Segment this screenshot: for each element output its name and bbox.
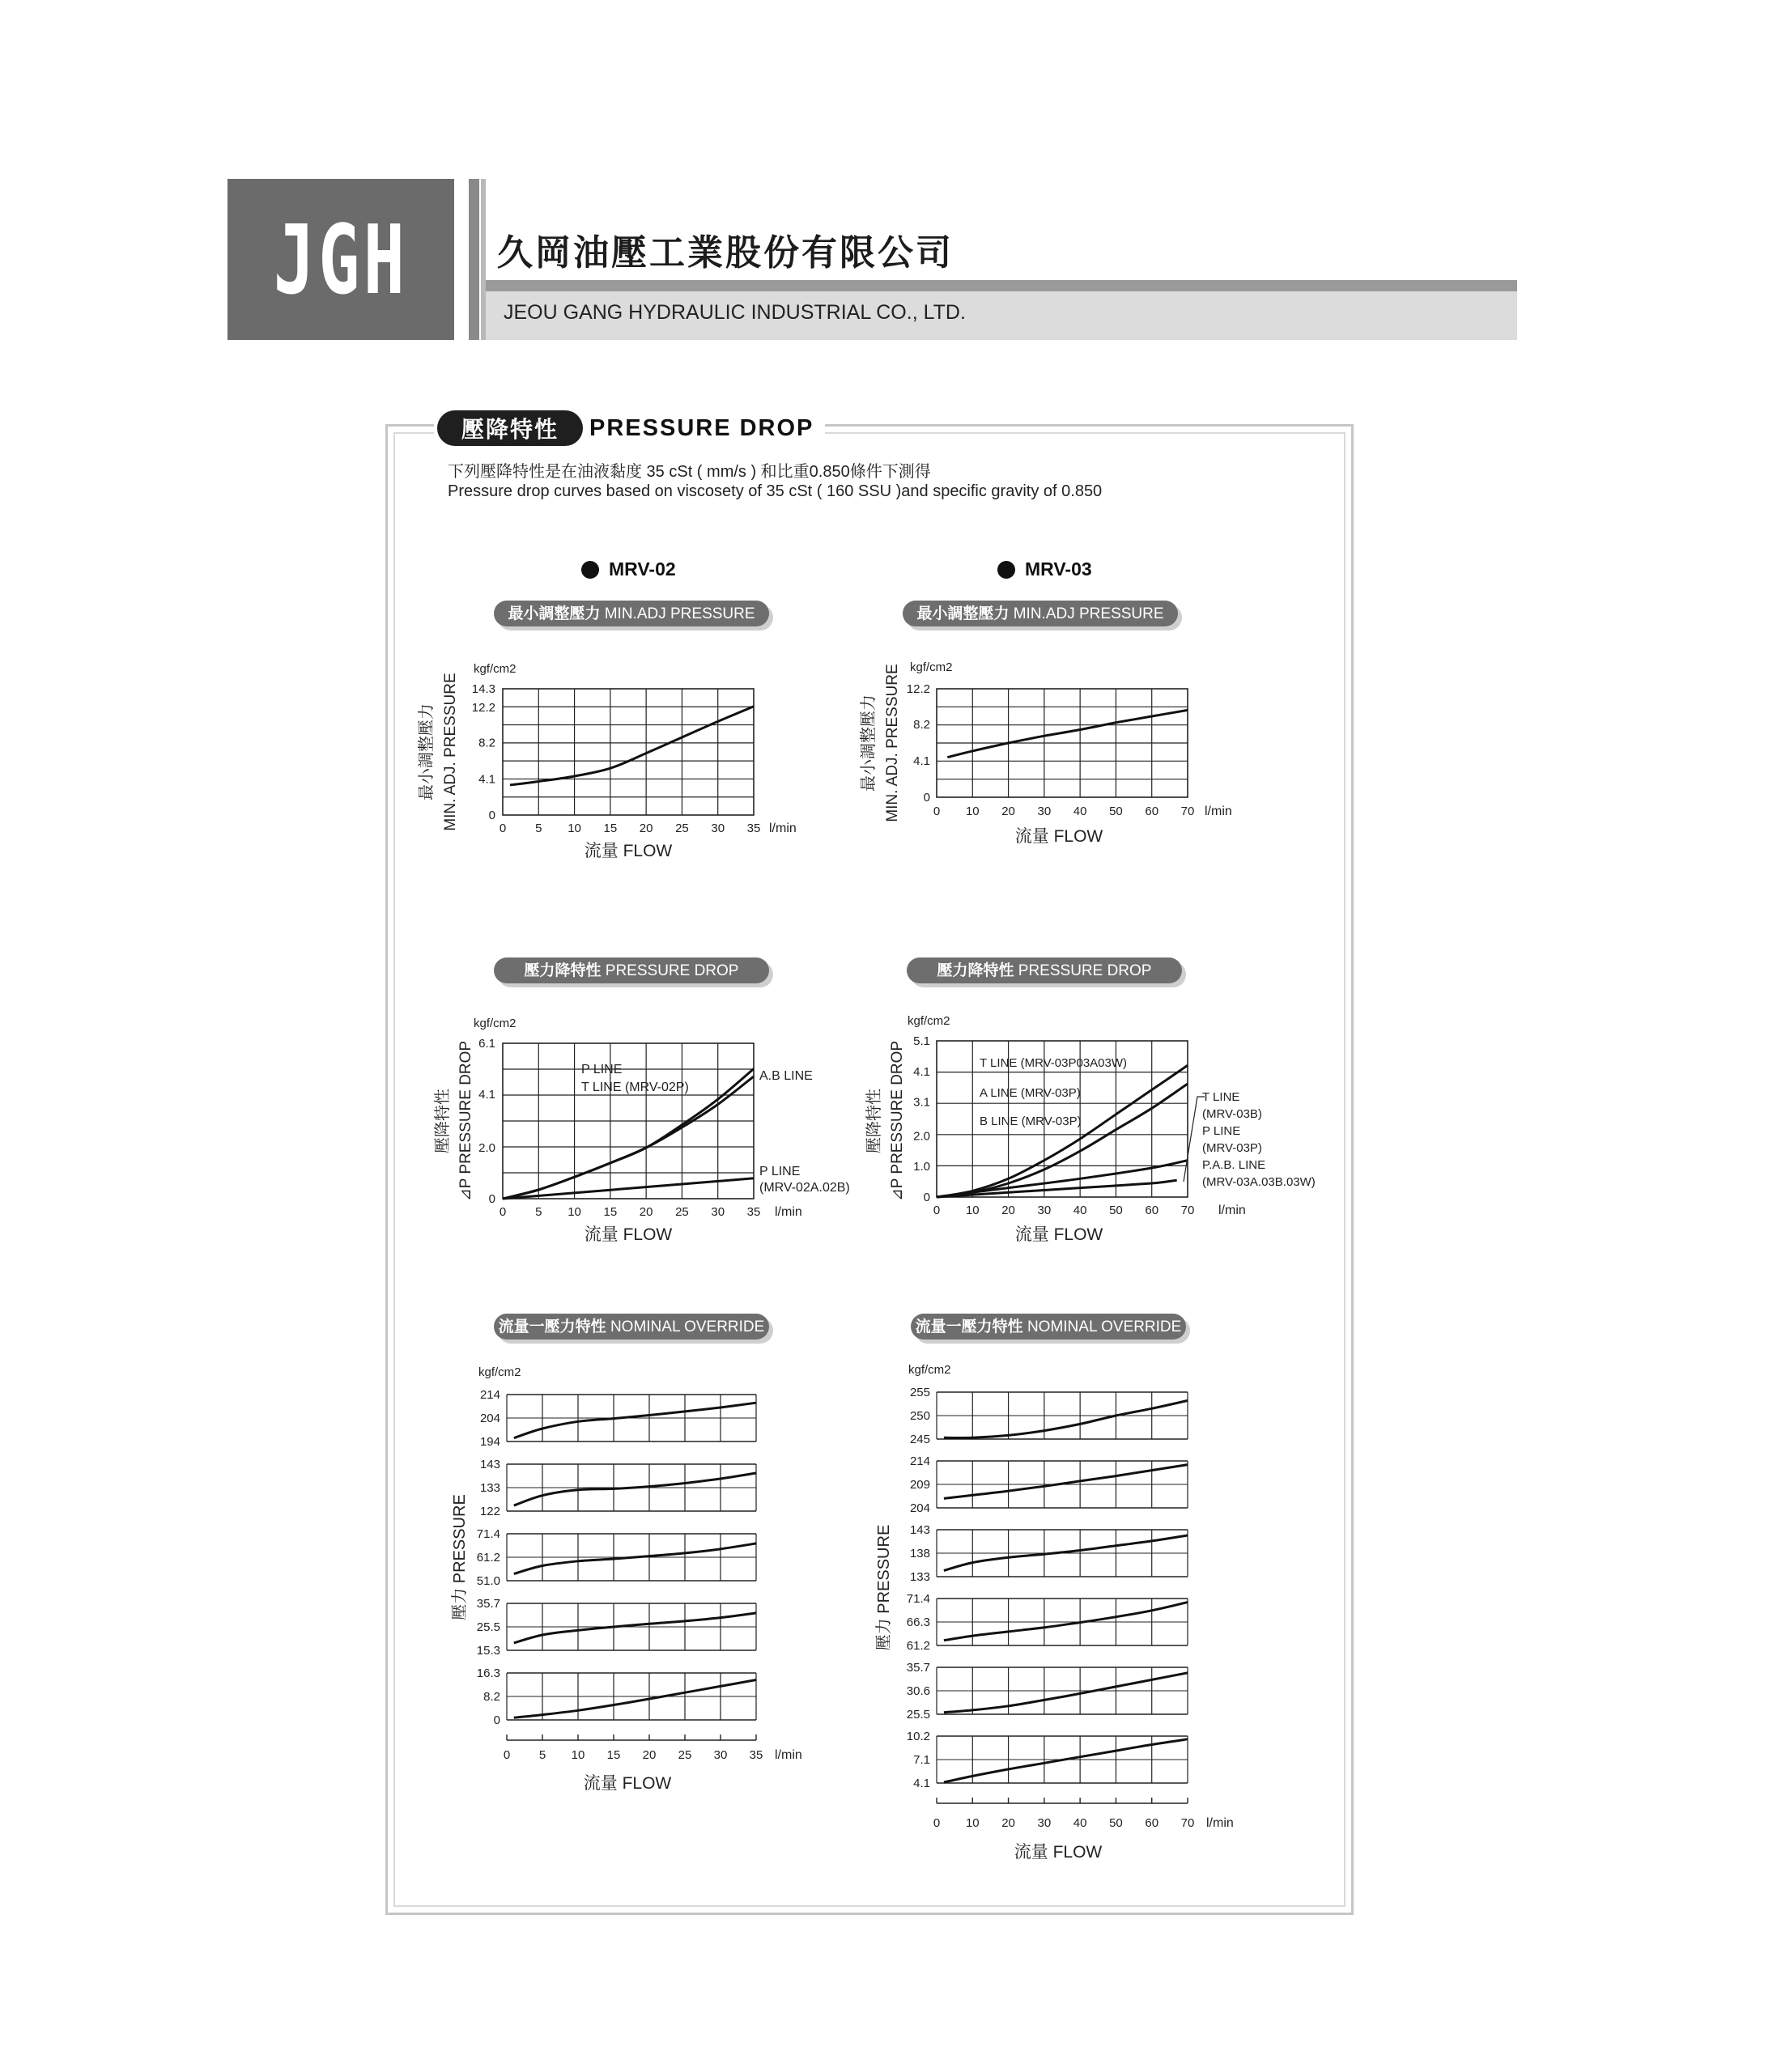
series-line	[944, 1739, 1188, 1782]
x-tick-label: 15	[603, 1205, 618, 1219]
line-label-p-model: (MRV-03P)	[1202, 1141, 1262, 1155]
y-tick-label: 14.3	[471, 682, 495, 696]
y-tick-label: 0	[923, 791, 930, 805]
y-tick-label: 0	[923, 1191, 930, 1204]
x-axis-title: 流量 FLOW	[1014, 1843, 1103, 1862]
section-title-en: PRESSURE DROP	[589, 414, 814, 441]
company-name-cn: 久岡油壓工業股份有限公司	[497, 232, 954, 274]
y-tick-label: 16.3	[476, 1667, 500, 1680]
banner-min-adj-03	[903, 601, 1182, 631]
y-tick-label: 143	[909, 1523, 930, 1537]
x-tick-label: 30	[1037, 1816, 1052, 1830]
line-label-p: P LINE	[581, 1063, 623, 1076]
y-unit-label: kgf/cm2	[474, 1017, 517, 1030]
y-tick-label: 8.2	[913, 717, 930, 732]
series-line	[514, 1613, 756, 1643]
banner-cn: 最小調整壓力	[508, 605, 605, 622]
series-line	[514, 1403, 756, 1438]
x-unit-label: l/min	[1218, 1204, 1246, 1217]
banner-text	[916, 604, 1163, 622]
y-tick-label: 15.3	[476, 1644, 500, 1658]
banner-text	[916, 1317, 1182, 1335]
x-tick-label: 0	[499, 822, 507, 835]
y-axis-title-cn: 壓降特性	[865, 1089, 883, 1153]
series-line	[937, 1065, 1188, 1197]
x-tick-label: 5	[538, 1748, 546, 1762]
banner-cn: 流量一壓力特性	[498, 1318, 610, 1335]
y-axis-title-en: MIN. ADJ. PRESSURE	[442, 673, 459, 831]
x-tick-label: 0	[499, 1205, 507, 1219]
y-tick-label: 7.1	[913, 1753, 930, 1767]
x-tick-label: 20	[1001, 1816, 1015, 1830]
line-label-b: B LINE (MRV-03P)	[980, 1115, 1082, 1128]
x-axis-title: 流量 FLOW	[1014, 1225, 1103, 1244]
banner-min-adj-02	[494, 601, 773, 631]
y-tick-label: 204	[909, 1501, 930, 1515]
x-tick-label: 10	[568, 822, 581, 835]
y-tick-label: 194	[479, 1435, 500, 1449]
y-tick-label: 4.1	[913, 1064, 930, 1079]
series-line	[514, 1543, 756, 1574]
x-unit-label: l/min	[1206, 1816, 1234, 1830]
y-tick-label: 0	[493, 1713, 500, 1727]
y-tick-label: 5.1	[913, 1034, 930, 1048]
y-tick-label: 133	[909, 1570, 930, 1584]
y-tick-label: 71.4	[906, 1592, 930, 1606]
line-label-p: P LINE	[1202, 1124, 1241, 1138]
banner-text	[499, 1317, 765, 1335]
y-tick-label: 133	[479, 1481, 500, 1495]
y-tick-label: 250	[909, 1409, 930, 1423]
y-tick-label: 10.2	[906, 1730, 930, 1743]
x-tick-label: 70	[1180, 1204, 1195, 1217]
y-tick-label: 71.4	[476, 1527, 500, 1541]
line-label-pab-model: (MRV-03A.03B.03W)	[1202, 1175, 1316, 1189]
y-tick-label: 4.1	[478, 1087, 495, 1102]
x-tick-label: 0	[933, 1816, 941, 1830]
y-axis-title: 壓力 PRESSURE	[875, 1524, 893, 1651]
line-label-p2-model: (MRV-02A.02B)	[759, 1181, 850, 1195]
line-label-pab: P.A.B. LINE	[1202, 1158, 1266, 1172]
series-line	[514, 1680, 756, 1718]
y-axis-title-en: MIN. ADJ. PRESSURE	[884, 664, 901, 822]
y-tick-label: 209	[909, 1478, 930, 1492]
y-tick-label: 214	[479, 1388, 500, 1402]
banner-text	[937, 961, 1152, 979]
y-unit-label: kgf/cm2	[474, 662, 517, 676]
x-tick-label: 35	[749, 1748, 763, 1762]
x-tick-label: 50	[1109, 805, 1123, 818]
y-tick-label: 1.0	[913, 1160, 930, 1174]
y-tick-label: 35.7	[906, 1661, 930, 1675]
x-tick-label: 70	[1180, 805, 1195, 818]
x-tick-label: 10	[965, 805, 980, 818]
x-tick-label: 15	[603, 822, 618, 835]
company-logo: JGH	[273, 203, 409, 316]
y-tick-label: 4.1	[478, 772, 495, 787]
x-tick-label: 50	[1109, 1816, 1123, 1830]
x-tick-label: 20	[639, 822, 653, 835]
x-tick-label: 25	[675, 1205, 689, 1219]
section-title-cn: 壓降特性	[437, 410, 583, 446]
y-tick-label: 204	[479, 1412, 500, 1425]
x-tick-label: 0	[933, 805, 941, 818]
y-unit-label: kgf/cm2	[908, 1363, 951, 1377]
line-label-t: T LINE (MRV-02P)	[581, 1081, 689, 1094]
banner-pressure-drop-03	[907, 957, 1186, 987]
banner-pressure-drop-02	[494, 957, 773, 987]
x-tick-label: 30	[1037, 1204, 1052, 1217]
y-tick-label: 8.2	[483, 1690, 500, 1704]
x-tick-label: 35	[746, 1205, 761, 1219]
y-tick-label: 0	[488, 809, 495, 822]
y-tick-label: 3.1	[913, 1095, 930, 1110]
y-tick-label: 2.0	[913, 1129, 930, 1144]
y-axis-title: 壓力 PRESSURE	[451, 1494, 469, 1620]
y-tick-label: 51.0	[476, 1574, 500, 1588]
banner-cn: 壓力降特性	[937, 962, 1018, 979]
y-tick-label: 35.7	[476, 1597, 500, 1611]
x-unit-label: l/min	[769, 822, 797, 835]
y-unit-label: kgf/cm2	[910, 660, 953, 674]
x-tick-label: 15	[606, 1748, 621, 1762]
y-axis-title-cn: 壓降特性	[434, 1089, 452, 1153]
x-tick-label: 60	[1145, 805, 1159, 818]
line-label-a: A LINE (MRV-03P)	[980, 1086, 1081, 1100]
series-line	[514, 1473, 756, 1505]
y-tick-label: 61.2	[476, 1551, 500, 1565]
model-name: MRV-03	[1025, 558, 1092, 580]
x-tick-label: 20	[639, 1205, 653, 1219]
x-tick-label: 35	[746, 822, 761, 835]
series-line	[510, 707, 754, 785]
y-tick-label: 25.5	[476, 1620, 500, 1634]
banner-cn: 壓力降特性	[524, 962, 606, 979]
y-tick-label: 143	[479, 1458, 500, 1471]
line-label-t: T LINE (MRV-03P03A03W)	[980, 1056, 1128, 1070]
x-tick-label: 40	[1073, 1816, 1087, 1830]
x-tick-label: 20	[1001, 805, 1015, 818]
y-tick-label: 61.2	[906, 1639, 930, 1653]
y-tick-label: 4.1	[913, 1777, 930, 1790]
line-label-t2: T LINE	[1202, 1090, 1240, 1104]
x-tick-label: 5	[535, 822, 542, 835]
line-label-t2-model: (MRV-03B)	[1202, 1107, 1262, 1121]
x-tick-label: 60	[1145, 1204, 1159, 1217]
banner-en: NOMINAL OVERRIDE	[1027, 1318, 1182, 1335]
x-tick-label: 70	[1180, 1816, 1195, 1830]
x-tick-label: 60	[1145, 1816, 1159, 1830]
x-tick-label: 30	[1037, 805, 1052, 818]
x-tick-label: 0	[503, 1748, 511, 1762]
x-unit-label: l/min	[775, 1205, 802, 1219]
x-axis-title: 流量 FLOW	[583, 1774, 672, 1793]
x-unit-label: l/min	[775, 1748, 802, 1762]
plot-frame	[503, 689, 754, 815]
x-axis-title: 流量 FLOW	[1014, 827, 1103, 846]
x-tick-label: 40	[1073, 805, 1087, 818]
x-tick-label: 10	[571, 1748, 585, 1762]
y-unit-label: kgf/cm2	[908, 1014, 950, 1028]
y-tick-label: 138	[909, 1547, 930, 1560]
y-tick-label: 255	[909, 1386, 930, 1399]
x-tick-label: 30	[711, 822, 725, 835]
series-line	[944, 1400, 1188, 1437]
x-tick-label: 50	[1109, 1204, 1123, 1217]
note-en: Pressure drop curves based on viscosety of 35 cSt ( 160 SSU )and specific gravity of 0.850	[448, 482, 1103, 500]
y-tick-label: 2.0	[478, 1141, 495, 1156]
y-tick-label: 12.2	[906, 682, 930, 696]
model-name: MRV-02	[609, 558, 676, 580]
x-tick-label: 10	[568, 1205, 581, 1219]
line-label-ab: A.B LINE	[759, 1069, 813, 1083]
y-tick-label: 0	[488, 1192, 495, 1206]
banner-en: MIN.ADJ PRESSURE	[1013, 605, 1164, 622]
y-tick-label: 4.1	[913, 754, 930, 768]
x-tick-label: 20	[642, 1748, 657, 1762]
banner-en: NOMINAL OVERRIDE	[610, 1318, 765, 1335]
banner-nominal-override	[494, 1314, 773, 1344]
y-tick-label: 25.5	[906, 1708, 930, 1722]
y-tick-label: 8.2	[478, 736, 495, 750]
x-tick-label: 10	[965, 1816, 980, 1830]
y-axis-title-cn: 最小調整壓力	[418, 703, 436, 800]
banner-text	[508, 604, 755, 622]
y-tick-label: 214	[909, 1454, 930, 1468]
banner-text	[525, 961, 739, 979]
x-tick-label: 5	[535, 1205, 542, 1219]
y-axis-title-en: ⊿P PRESSURE DROP	[889, 1040, 906, 1202]
series-line	[944, 1673, 1188, 1713]
y-axis-title-cn: 最小調整壓力	[860, 694, 878, 792]
banner-en: MIN.ADJ PRESSURE	[604, 605, 755, 622]
x-tick-label: 25	[678, 1748, 692, 1762]
x-axis-title: 流量 FLOW	[584, 1225, 673, 1244]
x-unit-label: l/min	[1205, 805, 1232, 818]
x-tick-label: 0	[933, 1204, 941, 1217]
banner-cn: 流量一壓力特性	[915, 1318, 1027, 1335]
x-axis-title: 流量 FLOW	[584, 842, 673, 860]
y-tick-label: 6.1	[478, 1037, 495, 1051]
y-tick-label: 30.6	[906, 1684, 930, 1698]
series-line	[944, 1603, 1188, 1641]
line-label-p2: P LINE	[759, 1165, 801, 1178]
series-line	[944, 1465, 1188, 1499]
x-tick-label: 10	[965, 1204, 980, 1217]
banner-nominal-override	[911, 1314, 1190, 1344]
y-tick-label: 122	[479, 1505, 500, 1518]
x-tick-label: 30	[713, 1748, 728, 1762]
y-axis-title-en: ⊿P PRESSURE DROP	[457, 1040, 474, 1202]
x-tick-label: 40	[1073, 1204, 1087, 1217]
x-tick-label: 30	[711, 1205, 725, 1219]
y-tick-label: 245	[909, 1433, 930, 1446]
y-tick-label: 66.3	[906, 1616, 930, 1629]
note-cn: 下列壓降特性是在油液黏度 35 cSt ( mm/s ) 和比重0.850條件下測得	[448, 463, 931, 481]
banner-en: PRESSURE DROP	[1018, 962, 1152, 979]
x-tick-label: 25	[675, 822, 689, 835]
company-name-en: JEOU GANG HYDRAULIC INDUSTRIAL CO., LTD.	[504, 301, 966, 324]
banner-cn: 最小調整壓力	[916, 605, 1014, 622]
y-unit-label: kgf/cm2	[478, 1365, 521, 1379]
y-tick-label: 12.2	[471, 700, 495, 715]
x-tick-label: 20	[1001, 1204, 1015, 1217]
banner-en: PRESSURE DROP	[605, 962, 739, 979]
